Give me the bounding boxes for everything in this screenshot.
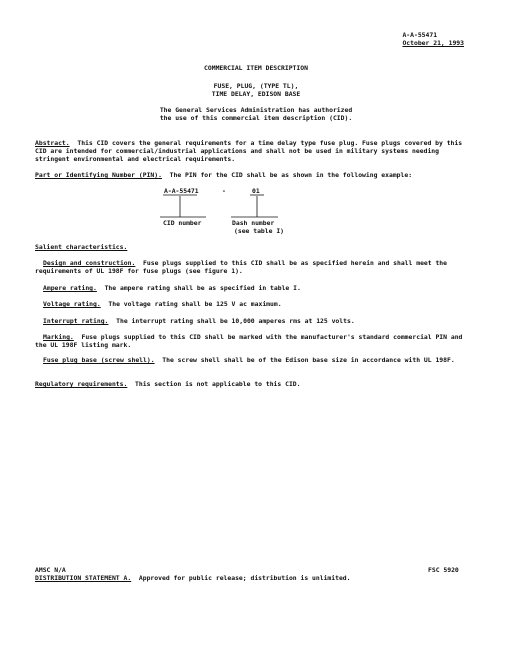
amsc-code: AMSC N/A xyxy=(35,566,66,574)
pin-paragraph xyxy=(35,171,465,179)
salient-heading-line xyxy=(35,243,465,251)
salient-heading: Salient characteristics. xyxy=(35,243,128,251)
marking-heading: Marking. xyxy=(43,333,74,341)
voltage-text: The voltage rating shall be 125 V ac maximum. xyxy=(108,300,282,308)
distribution-text: Approved for public release; distribution is unlimited. xyxy=(138,574,351,582)
design-paragraph xyxy=(35,259,465,275)
distribution-statement xyxy=(35,574,351,582)
marking-paragraph xyxy=(35,333,465,349)
document-identifier xyxy=(402,31,464,47)
distribution-heading: DISTRIBUTION STATEMENT A. xyxy=(35,574,132,582)
authorization-line2: the use of this commercial item description (CID). xyxy=(159,114,353,122)
interrupt-text: The interrupt rating shall be 10,000 amperes rms at 125 volts. xyxy=(116,317,355,325)
abstract-heading: Abstract. xyxy=(35,139,70,147)
pin-heading: Part or Identifying Number (PIN). xyxy=(35,171,162,179)
pin-label-dash-table: (see table I) xyxy=(234,227,285,235)
pin-example-separator: - xyxy=(222,187,226,195)
regulatory-paragraph xyxy=(35,380,465,388)
pin-label-cid: CID number xyxy=(163,219,202,227)
ampere-heading: Ampere rating. xyxy=(43,284,97,292)
design-text: Fuse plugs supplied to this CID shall be as specified herein and shall meet the requirements of UL 198F for fuse plugs (see figure 1). xyxy=(35,259,447,275)
regulatory-text: This section is not applicable to this CID. xyxy=(135,380,301,388)
ampere-text: The ampere rating shall be as specified in table I. xyxy=(104,284,301,292)
document-date: October 21, 1993 xyxy=(402,39,464,47)
regulatory-heading: Regulatory requirements. xyxy=(35,380,128,388)
title-cid-heading: COMMERCIAL ITEM DESCRIPTION xyxy=(204,64,308,72)
screw-shell-text: The screw shell shall be of the Edison base size in accordance with UL 198F. xyxy=(162,356,455,364)
voltage-heading: Voltage rating. xyxy=(43,300,101,308)
design-heading: Design and construction. xyxy=(43,259,136,267)
fsc-code: FSC 5920 xyxy=(428,566,459,574)
interrupt-heading: Interrupt rating. xyxy=(43,317,109,325)
marking-text: Fuse plugs supplied to this CID shall be marked with the manufacturer's standard commercial PIN and the UL 198F listing mark. xyxy=(35,333,463,349)
pin-text: The PIN for the CID shall be as shown in the following example: xyxy=(169,171,413,179)
document-number: A-A-55471 xyxy=(402,31,438,39)
title-item-line1: FUSE, PLUG, (TYPE TL), xyxy=(213,82,299,90)
authorization-line1: The General Services Administration has authorized xyxy=(159,106,353,114)
pin-example-dash: 01 xyxy=(252,187,260,195)
abstract-text: This CID covers the general requirements for a time delay type fuse plug. Fuse plugs covered by this CID are intended for commercial/industrial applications and shall not be used in military systems needing stringent environmental and electrical requirements. xyxy=(35,139,463,163)
interrupt-paragraph xyxy=(35,317,465,325)
screw-shell-heading: Fuse plug base (screw shell). xyxy=(43,356,155,364)
screw-shell-paragraph xyxy=(35,356,465,364)
ampere-paragraph xyxy=(35,284,465,292)
voltage-paragraph xyxy=(35,300,465,308)
abstract-paragraph xyxy=(35,139,465,163)
pin-example-cid: A-A-55471 xyxy=(164,187,199,195)
pin-label-dash: Dash number xyxy=(232,219,275,227)
footer-block xyxy=(35,566,351,582)
title-item-line2: TIME DELAY, EDISON BASE xyxy=(211,90,301,98)
